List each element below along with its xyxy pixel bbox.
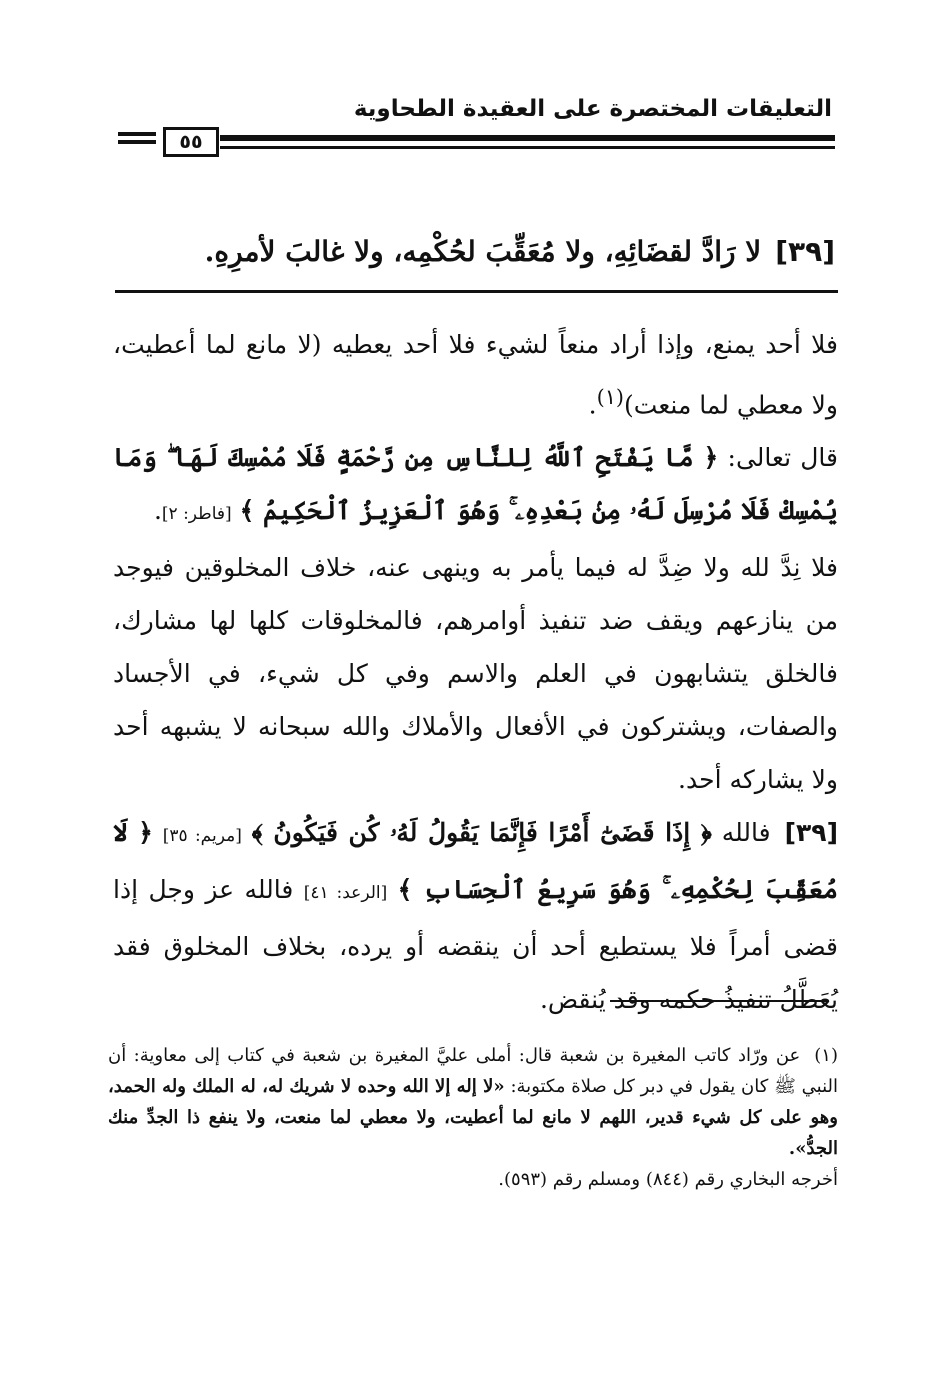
item-number: [٣٩]	[775, 235, 835, 268]
running-header-title: التعليقات المختصرة على العقيدة الطحاوية	[353, 96, 832, 122]
footnote	[108, 1040, 838, 1195]
paragraph-1-text: فلا أحد يمنع، وإذا أراد منعاً لشيء فلا أحد يعطيه (لا مانع لما أعطيت، ولا معطي لما منعت)	[113, 330, 838, 420]
footnote-separator	[610, 1000, 827, 1002]
matn-text: لا رَادَّ لقضَائِهِ، ولا مُعَقِّبَ لحُكْمِه، ولا غالبَ لأمرِهِ.	[204, 235, 762, 268]
paragraph-1-end: .	[588, 390, 597, 420]
footnote-mark: (١)	[814, 1045, 838, 1066]
paragraph-3: فلا نِدَّ لله ولا ضِدَّ له فيما يأمر به وينهى عنه، خلاف المخلوقين فيوجد من ينازعهم ويقف ضد تنفيذ أوامرهم، فالمخلوقات كلها لها مشارك، فالخلق يتشابهون في العلم والاسم وفي كل شيء، في الأجساد والصفات، ويشتركون في الأفعال والأملاك والله سبحانه لا يشبهه أحد ولا يشاركه أحد.	[113, 553, 838, 795]
matn-divider	[115, 290, 838, 293]
paragraph-4	[113, 806, 838, 1026]
header-rule	[220, 135, 835, 141]
matn-statement	[115, 235, 835, 268]
commentary-item-number: [٣٩]	[784, 818, 838, 848]
paragraph-2	[113, 431, 838, 541]
footnote-source: أخرجه البخاري رقم (٨٤٤) ومسلم رقم (٥٩٣).	[498, 1169, 838, 1190]
verse-citation-fatir: [فاطر: ٢]	[161, 504, 232, 525]
commentary-body	[113, 318, 838, 1026]
paragraph-2-intro: قال تعالى:	[718, 443, 838, 473]
page-number: ٥٥	[163, 127, 219, 157]
quran-verse-fatir: ﴿ مَّا يَفْتَحِ ٱللَّهُ لِلنَّاسِ مِن رَّحْمَةٍ فَلَا مُمْسِكَ لَهَا ۖ وَمَا يُمْسِكْ فَلَا مُرْسِلَ لَهُۥ مِنۢ بَعْدِهِۦ ۚ وَهُوَ ٱلْعَزِيزُ ٱلْحَكِيمُ ﴾	[113, 443, 838, 526]
header-rule-thin	[220, 146, 835, 149]
footnote-hadith: «لا إله إلا الله وحده لا شريك له، له الملك وله الحمد، وهو على كل شيء قدير، اللهم لا مانع لما أعطيت، ولا معطي لما منعت، ولا ينفع ذا الجدِّ منك الجدُّ».	[108, 1076, 838, 1159]
paragraph-4-lead: فالله	[711, 818, 771, 848]
footnote-ref: (١)	[596, 385, 625, 409]
footnote-body	[108, 1040, 838, 1164]
paragraph-1	[113, 318, 838, 431]
verse-citation-rad: [الرعد: ٤١]	[303, 883, 388, 904]
paragraph-4-text: فالله عز وجل إذا قضى أمراً فلا يستطيع أحد أن ينقضه أو يرده، بخلاف المخلوق فقد يُعَطَّلُ تنفيذُ حكمه وقد يُنقض.	[113, 875, 838, 1015]
footnote-text: عن ورّاد كاتب المغيرة بن شعبة قال: أملى عليَّ المغيرة بن شعبة في كتاب إلى معاوية: أن النبي ﷺ كان يقول في دبر كل صلاة مكتوبة:	[108, 1045, 838, 1097]
paragraph-2-end: .	[153, 496, 162, 526]
quran-verse-maryam: ﴿ إِذَا قَضَىٰٓ أَمْرًا فَإِنَّمَا يَقُولُ لَهُۥ كُن فَيَكُونُ ﴾	[251, 818, 712, 848]
page-number-ornament	[118, 132, 156, 148]
verse-citation-maryam: [مريم: ٣٥]	[162, 826, 242, 847]
quran-verse-rad: ﴿ لَا مُعَقِّبَ لِحُكْمِهِۦ ۚ وَهُوَ سَرِيعُ ٱلْحِسَابِ ﴾	[113, 818, 838, 905]
